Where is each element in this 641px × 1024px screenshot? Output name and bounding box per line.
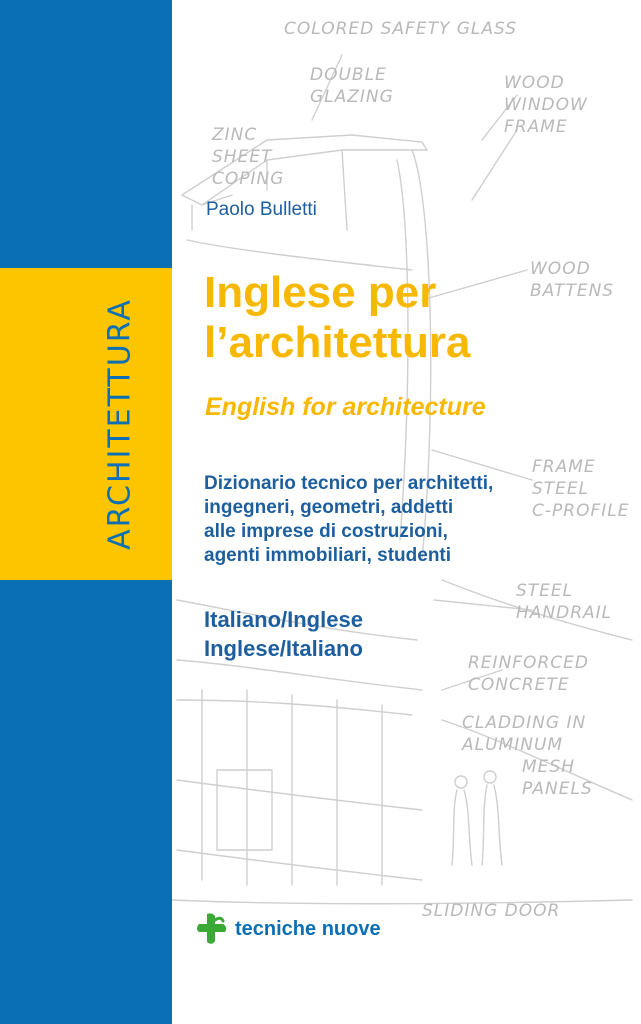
title-line-2: l’architettura bbox=[204, 318, 471, 367]
note-zinc-coping: ZINC SHEET COPING bbox=[212, 125, 285, 189]
book-subtitle: English for architecture bbox=[205, 393, 486, 421]
spine-title: ARCHITETTURA bbox=[102, 298, 138, 550]
note-reinforced-concrete: REINFORCED CONCRETE bbox=[468, 653, 589, 695]
book-description bbox=[204, 472, 493, 568]
note-wood-battens: WOOD BATTENS bbox=[530, 259, 615, 301]
title-line-1: Inglese per bbox=[204, 268, 437, 317]
note-wood-window-frame: WOOD WINDOW FRAME bbox=[504, 73, 588, 137]
language-pairs bbox=[204, 605, 363, 663]
description-line: Dizionario tecnico per architetti, bbox=[204, 473, 494, 494]
note-cladding: CLADDING IN ALUMINUM MESH PANELS bbox=[462, 713, 593, 799]
note-steel-handrail: STEEL HANDRAIL bbox=[516, 581, 613, 623]
author-name: Paolo Bulletti bbox=[206, 199, 317, 220]
publisher-name: tecniche nuove bbox=[235, 917, 381, 940]
description-line: alle imprese di costruzioni, bbox=[204, 521, 448, 542]
book-title bbox=[204, 268, 471, 368]
note-colored-glass: COLORED SAFETY GLASS bbox=[284, 19, 517, 39]
language-pair: Inglese/Italiano bbox=[204, 636, 363, 661]
note-frame-steel: FRAME STEEL C-PROFILE bbox=[532, 457, 630, 521]
note-double-glazing: DOUBLE GLAZING bbox=[310, 65, 394, 107]
language-pair: Italiano/Inglese bbox=[204, 607, 363, 632]
description-line: agenti immobiliari, studenti bbox=[204, 545, 452, 566]
note-sliding-door: SLIDING DOOR bbox=[422, 901, 561, 921]
spine-band-yellow bbox=[0, 268, 172, 580]
green-cross-logo-icon bbox=[195, 912, 229, 946]
description-line: ingegneri, geometri, addetti bbox=[204, 497, 454, 518]
publisher bbox=[195, 912, 381, 946]
